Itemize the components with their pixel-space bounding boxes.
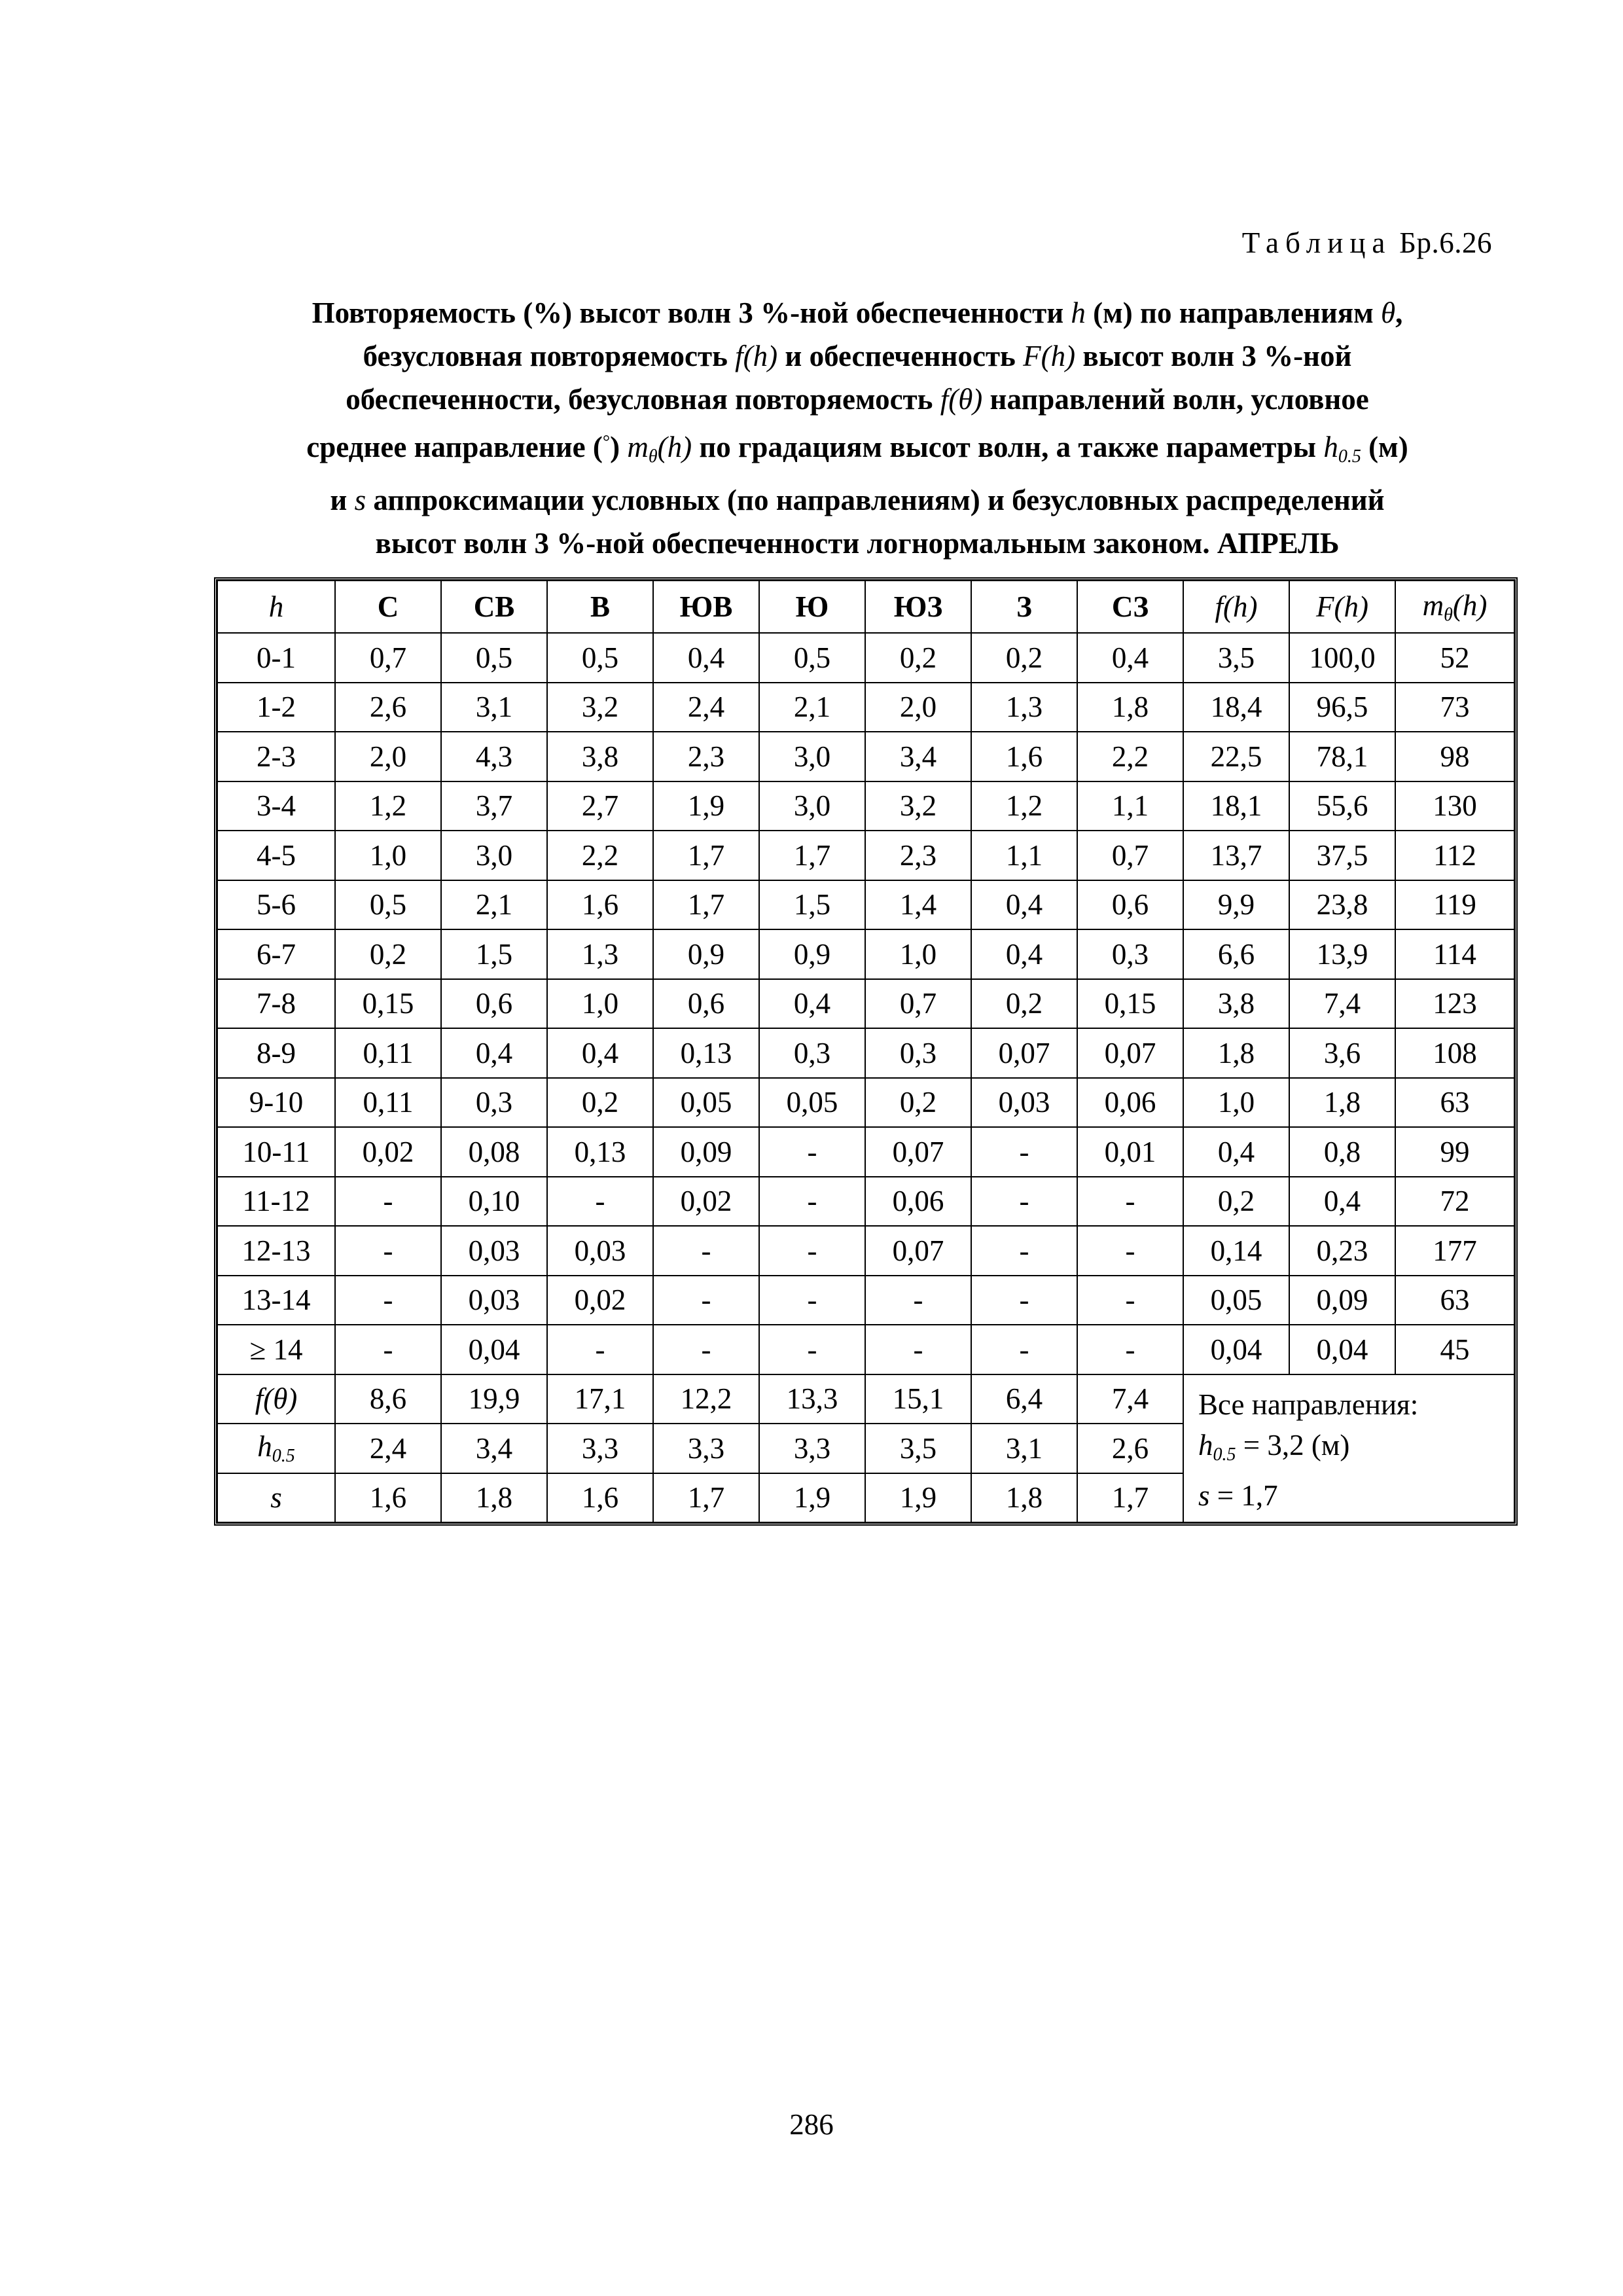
table-cell: 0,02 bbox=[653, 1177, 759, 1227]
header-direction: З bbox=[971, 581, 1077, 633]
table-cell: 63 bbox=[1395, 1078, 1514, 1128]
height-range-cell: 6-7 bbox=[217, 929, 335, 979]
table-cell: 0,6 bbox=[441, 979, 547, 1029]
header-Fh: F(h) bbox=[1289, 581, 1395, 633]
table-cell: 1,3 bbox=[547, 929, 653, 979]
height-range-cell: 8-9 bbox=[217, 1028, 335, 1078]
table-cell: 0,02 bbox=[335, 1127, 441, 1177]
table-cell: 3,0 bbox=[759, 781, 865, 831]
table-cell: 0,10 bbox=[441, 1177, 547, 1227]
table-cell: 13,7 bbox=[1183, 831, 1289, 880]
table-cell: 100,0 bbox=[1289, 633, 1395, 683]
table-cell: 0,4 bbox=[971, 929, 1077, 979]
height-range-cell: 5-6 bbox=[217, 880, 335, 930]
table-cell: 0,07 bbox=[865, 1127, 971, 1177]
height-range-cell: 9-10 bbox=[217, 1078, 335, 1128]
table-row bbox=[217, 1325, 1514, 1374]
table-cell: 0,11 bbox=[335, 1078, 441, 1128]
table-cell: 0,5 bbox=[547, 633, 653, 683]
s-cell: 1,8 bbox=[971, 1473, 1077, 1523]
table-cell: 0,4 bbox=[1289, 1177, 1395, 1227]
ftheta-label: f(θ) bbox=[217, 1374, 335, 1424]
title-line-5 bbox=[216, 478, 1499, 522]
table-cell: 1,6 bbox=[547, 880, 653, 930]
table-cell: 0,6 bbox=[1077, 880, 1183, 930]
table-cell: 119 bbox=[1395, 880, 1514, 930]
ftheta-row bbox=[217, 1374, 1514, 1424]
table-cell: 0,09 bbox=[1289, 1276, 1395, 1325]
table-cell: - bbox=[759, 1177, 865, 1227]
table-row bbox=[217, 683, 1514, 732]
s-cell: 1,8 bbox=[441, 1473, 547, 1523]
table-cell: 13,9 bbox=[1289, 929, 1395, 979]
table-cell: 0,2 bbox=[971, 633, 1077, 683]
table-cell: 0,7 bbox=[865, 979, 971, 1029]
table-cell: - bbox=[971, 1127, 1077, 1177]
ftheta-cell: 13,3 bbox=[759, 1374, 865, 1424]
table-cell: 1,8 bbox=[1289, 1078, 1395, 1128]
height-range-cell: 0-1 bbox=[217, 633, 335, 683]
title-text: обеспеченности, безусловная повторяемость bbox=[346, 383, 940, 416]
title-text: по градациям высот волн, а также параметры bbox=[692, 431, 1324, 463]
table-cell: 37,5 bbox=[1289, 831, 1395, 880]
title-text: (м) bbox=[1361, 431, 1408, 463]
table-cell: 22,5 bbox=[1183, 732, 1289, 781]
table-cell: - bbox=[1077, 1276, 1183, 1325]
table-cell: 3,7 bbox=[441, 781, 547, 831]
title-symbol-ftheta: f(θ) bbox=[940, 383, 983, 416]
table-cell: - bbox=[971, 1276, 1077, 1325]
table-cell: 9,9 bbox=[1183, 880, 1289, 930]
table-cell: 0,5 bbox=[441, 633, 547, 683]
table-row bbox=[217, 732, 1514, 781]
table-cell: 0,06 bbox=[865, 1177, 971, 1227]
summary-h05 bbox=[1198, 1425, 1514, 1475]
h05-cell: 2,6 bbox=[1077, 1424, 1183, 1473]
table-header-row bbox=[217, 581, 1514, 633]
table-cell: 1,9 bbox=[653, 781, 759, 831]
table-cell: 0,13 bbox=[547, 1127, 653, 1177]
table-cell: 0,3 bbox=[759, 1028, 865, 1078]
title-line-4 bbox=[216, 421, 1499, 478]
title-line-1 bbox=[216, 291, 1499, 334]
table-cell: 1,0 bbox=[547, 979, 653, 1029]
table-cell: - bbox=[865, 1276, 971, 1325]
header-m-theta bbox=[1395, 581, 1514, 633]
height-range-cell: ≥ 14 bbox=[217, 1325, 335, 1374]
title-symbol-m-arg: (h) bbox=[657, 431, 692, 463]
table-cell: 3,0 bbox=[759, 732, 865, 781]
height-range-cell: 13-14 bbox=[217, 1276, 335, 1325]
h05-cell: 3,5 bbox=[865, 1424, 971, 1473]
table-cell: 0,9 bbox=[653, 929, 759, 979]
table-cell: - bbox=[335, 1276, 441, 1325]
table-cell: 3,5 bbox=[1183, 633, 1289, 683]
table-cell: 3,1 bbox=[441, 683, 547, 732]
table-cell: 2,4 bbox=[653, 683, 759, 732]
table-cell: 0,2 bbox=[865, 633, 971, 683]
table-label-number: Бр.6.26 bbox=[1399, 226, 1492, 259]
table-row bbox=[217, 1226, 1514, 1276]
table-cell: 0,08 bbox=[441, 1127, 547, 1177]
title-symbol-s: s bbox=[354, 484, 366, 516]
table-row bbox=[217, 1276, 1514, 1325]
h05-cell: 3,4 bbox=[441, 1424, 547, 1473]
table-cell: 0,2 bbox=[971, 979, 1077, 1029]
table-cell: 3,4 bbox=[865, 732, 971, 781]
table-cell: 3,0 bbox=[441, 831, 547, 880]
table-cell: 0,8 bbox=[1289, 1127, 1395, 1177]
h05-label-sub: 0.5 bbox=[272, 1446, 295, 1467]
table-cell: 96,5 bbox=[1289, 683, 1395, 732]
summary-h-value: = 3,2 (м) bbox=[1236, 1428, 1350, 1462]
table-cell: - bbox=[335, 1226, 441, 1276]
table-cell: 52 bbox=[1395, 633, 1514, 683]
table-label bbox=[1242, 226, 1492, 260]
table-cell: 23,8 bbox=[1289, 880, 1395, 930]
table-cell: 2,7 bbox=[547, 781, 653, 831]
height-range-cell: 2-3 bbox=[217, 732, 335, 781]
table-cell: 45 bbox=[1395, 1325, 1514, 1374]
table-cell: 0,01 bbox=[1077, 1127, 1183, 1177]
ftheta-cell: 6,4 bbox=[971, 1374, 1077, 1424]
ftheta-cell: 8,6 bbox=[335, 1374, 441, 1424]
table-cell: - bbox=[971, 1325, 1077, 1374]
table-row bbox=[217, 929, 1514, 979]
table-cell: 0,23 bbox=[1289, 1226, 1395, 1276]
height-range-cell: 10-11 bbox=[217, 1127, 335, 1177]
header-direction: Ю bbox=[759, 581, 865, 633]
table-cell: 0,2 bbox=[547, 1078, 653, 1128]
table-cell: 2,0 bbox=[865, 683, 971, 732]
height-range-cell: 12-13 bbox=[217, 1226, 335, 1276]
table-cell: 0,13 bbox=[653, 1028, 759, 1078]
table-cell: 1,1 bbox=[1077, 781, 1183, 831]
title-text: Повторяемость (%) высот волн 3 %-ной обеспеченности bbox=[312, 296, 1071, 329]
table-cell: - bbox=[1077, 1226, 1183, 1276]
table-cell: - bbox=[1077, 1325, 1183, 1374]
table-cell: 177 bbox=[1395, 1226, 1514, 1276]
table-cell: 0,4 bbox=[547, 1028, 653, 1078]
table-cell: 1,5 bbox=[441, 929, 547, 979]
title-symbol-m: m bbox=[627, 431, 649, 463]
title-line-3 bbox=[216, 378, 1499, 421]
table-cell: 0,02 bbox=[547, 1276, 653, 1325]
table-cell: 0,4 bbox=[759, 979, 865, 1029]
table-cell: 6,6 bbox=[1183, 929, 1289, 979]
h05-cell: 3,3 bbox=[653, 1424, 759, 1473]
table-cell: 0,03 bbox=[971, 1078, 1077, 1128]
table-cell: 0,05 bbox=[653, 1078, 759, 1128]
table-cell: 0,07 bbox=[1077, 1028, 1183, 1078]
table-cell: 1,1 bbox=[971, 831, 1077, 880]
h05-cell: 3,1 bbox=[971, 1424, 1077, 1473]
title-text: , bbox=[1395, 296, 1403, 329]
table-cell: 2,2 bbox=[547, 831, 653, 880]
table-cell: 0,4 bbox=[441, 1028, 547, 1078]
title-text: безусловная повторяемость bbox=[363, 340, 736, 372]
table-cell: 2,0 bbox=[335, 732, 441, 781]
title-symbol-m-sub: θ bbox=[648, 446, 658, 467]
header-m: m bbox=[1422, 588, 1444, 622]
height-range-cell: 1-2 bbox=[217, 683, 335, 732]
title-line-2 bbox=[216, 334, 1499, 378]
table-cell: 0,03 bbox=[547, 1226, 653, 1276]
table-cell: 0,06 bbox=[1077, 1078, 1183, 1128]
table-cell: 2,2 bbox=[1077, 732, 1183, 781]
table-cell: - bbox=[653, 1276, 759, 1325]
table-cell: 2,1 bbox=[441, 880, 547, 930]
table-row bbox=[217, 1177, 1514, 1227]
s-cell: 1,6 bbox=[335, 1473, 441, 1523]
table-label-prefix: Таблица bbox=[1241, 226, 1392, 259]
table-cell: 0,04 bbox=[1289, 1325, 1395, 1374]
header-direction: ЮЗ bbox=[865, 581, 971, 633]
table-cell: - bbox=[335, 1325, 441, 1374]
table-cell: 2,1 bbox=[759, 683, 865, 732]
table-cell: 0,5 bbox=[335, 880, 441, 930]
table-cell: 0,15 bbox=[335, 979, 441, 1029]
table-cell: - bbox=[865, 1325, 971, 1374]
table-cell: - bbox=[547, 1177, 653, 1227]
table-row bbox=[217, 1028, 1514, 1078]
table-cell: 63 bbox=[1395, 1276, 1514, 1325]
table-cell: 0,11 bbox=[335, 1028, 441, 1078]
title-symbol-h: h bbox=[1071, 296, 1086, 329]
table-cell: 0,07 bbox=[865, 1226, 971, 1276]
table-cell: 1,7 bbox=[759, 831, 865, 880]
title-text: и обеспеченность bbox=[777, 340, 1024, 372]
table-cell: 2,3 bbox=[865, 831, 971, 880]
table-cell: 1,6 bbox=[971, 732, 1077, 781]
table-row bbox=[217, 831, 1514, 880]
table-cell: - bbox=[653, 1325, 759, 1374]
height-range-cell: 7-8 bbox=[217, 979, 335, 1029]
table-cell: 0,6 bbox=[653, 979, 759, 1029]
table-cell: 1,2 bbox=[971, 781, 1077, 831]
table-cell: 7,4 bbox=[1289, 979, 1395, 1029]
title-text: и bbox=[330, 484, 355, 516]
h05-cell: 3,3 bbox=[759, 1424, 865, 1473]
h05-cell: 2,4 bbox=[335, 1424, 441, 1473]
table-cell: - bbox=[971, 1226, 1077, 1276]
ftheta-cell: 19,9 bbox=[441, 1374, 547, 1424]
table-row bbox=[217, 1078, 1514, 1128]
summary-h-sub: 0.5 bbox=[1213, 1444, 1236, 1465]
table-cell: 55,6 bbox=[1289, 781, 1395, 831]
table-cell: 2,6 bbox=[335, 683, 441, 732]
table-cell: - bbox=[759, 1226, 865, 1276]
page-number: 286 bbox=[789, 2108, 834, 2141]
header-direction: СВ bbox=[441, 581, 547, 633]
table-cell: 123 bbox=[1395, 979, 1514, 1029]
summary-s bbox=[1198, 1475, 1514, 1516]
table-cell: 1,0 bbox=[335, 831, 441, 880]
table-row bbox=[217, 1127, 1514, 1177]
title-text: ) bbox=[610, 431, 628, 463]
header-direction: ЮВ bbox=[653, 581, 759, 633]
table-cell: 0,15 bbox=[1077, 979, 1183, 1029]
s-cell: 1,7 bbox=[1077, 1473, 1183, 1523]
title-symbol-theta: θ bbox=[1381, 296, 1396, 329]
table-cell: 0,2 bbox=[865, 1078, 971, 1128]
table-cell: - bbox=[335, 1177, 441, 1227]
table-cell: 0,04 bbox=[1183, 1325, 1289, 1374]
header-fh: f(h) bbox=[1183, 581, 1289, 633]
s-cell: 1,6 bbox=[547, 1473, 653, 1523]
table-cell: 0,07 bbox=[971, 1028, 1077, 1078]
title-symbol-fh: f(h) bbox=[735, 340, 778, 372]
table-cell: 0,4 bbox=[1183, 1127, 1289, 1177]
table-cell: 0,2 bbox=[335, 929, 441, 979]
table-cell: 3,8 bbox=[1183, 979, 1289, 1029]
ftheta-cell: 12,2 bbox=[653, 1374, 759, 1424]
s-cell: 1,7 bbox=[653, 1473, 759, 1523]
table-cell: - bbox=[971, 1177, 1077, 1227]
table-cell: 1,7 bbox=[653, 831, 759, 880]
table-cell: 1,5 bbox=[759, 880, 865, 930]
table-cell: 1,3 bbox=[971, 683, 1077, 732]
table-cell: 1,4 bbox=[865, 880, 971, 930]
ftheta-cell: 15,1 bbox=[865, 1374, 971, 1424]
s-cell: 1,9 bbox=[759, 1473, 865, 1523]
title-text: аппроксимации условных (по направлениям) и безусловных распределений bbox=[366, 484, 1385, 516]
table-cell: 0,4 bbox=[1077, 633, 1183, 683]
ftheta-cell: 7,4 bbox=[1077, 1374, 1183, 1424]
header-direction: С bbox=[335, 581, 441, 633]
summary-h-symbol: h bbox=[1198, 1428, 1213, 1462]
table-row bbox=[217, 880, 1514, 930]
title-symbol-degree: ° bbox=[602, 432, 611, 452]
s-cell: 1,9 bbox=[865, 1473, 971, 1523]
table-cell: 0,3 bbox=[441, 1078, 547, 1128]
table-cell: 3,8 bbox=[547, 732, 653, 781]
table-cell: 0,05 bbox=[1183, 1276, 1289, 1325]
table-cell: 130 bbox=[1395, 781, 1514, 831]
table-cell: 3,2 bbox=[547, 683, 653, 732]
summary-s-symbol: s bbox=[1198, 1479, 1210, 1512]
summary-heading: Все направления: bbox=[1198, 1388, 1419, 1421]
table-cell: 0,4 bbox=[653, 633, 759, 683]
title-symbol-h05-sub: 0.5 bbox=[1338, 446, 1361, 467]
table-cell: 18,4 bbox=[1183, 683, 1289, 732]
table-body bbox=[217, 633, 1514, 1374]
wave-height-table bbox=[214, 577, 1518, 1526]
table-cell: 112 bbox=[1395, 831, 1514, 880]
table-cell: 78,1 bbox=[1289, 732, 1395, 781]
table-row bbox=[217, 633, 1514, 683]
table-cell: 0,3 bbox=[865, 1028, 971, 1078]
table-cell: 3,2 bbox=[865, 781, 971, 831]
table-cell: - bbox=[759, 1325, 865, 1374]
h05-label bbox=[217, 1424, 335, 1473]
all-directions-summary bbox=[1183, 1374, 1514, 1523]
table-cell: 72 bbox=[1395, 1177, 1514, 1227]
title-text: высот волн 3 %-ной bbox=[1075, 340, 1352, 372]
height-range-cell: 3-4 bbox=[217, 781, 335, 831]
table-cell: 0,2 bbox=[1183, 1177, 1289, 1227]
summary-s-value: = 1,7 bbox=[1209, 1479, 1278, 1512]
header-h: h bbox=[217, 581, 335, 633]
title-line-6 bbox=[216, 522, 1499, 565]
table-row bbox=[217, 979, 1514, 1029]
table-cell: 0,05 bbox=[759, 1078, 865, 1128]
title-symbol-Fh: F(h) bbox=[1023, 340, 1076, 372]
table-cell: 4,3 bbox=[441, 732, 547, 781]
title-text: высот волн 3 %-ной обеспеченности логнормальным законом. АПРЕЛЬ bbox=[375, 527, 1340, 560]
table-cell: 1,8 bbox=[1077, 683, 1183, 732]
table-row bbox=[217, 781, 1514, 831]
table-cell: 0,7 bbox=[1077, 831, 1183, 880]
h05-label-symbol: h bbox=[257, 1430, 272, 1463]
table-cell: 99 bbox=[1395, 1127, 1514, 1177]
table-cell: 114 bbox=[1395, 929, 1514, 979]
table-cell: 1,2 bbox=[335, 781, 441, 831]
table-cell: 73 bbox=[1395, 683, 1514, 732]
table-cell: - bbox=[1077, 1177, 1183, 1227]
table-cell: 0,3 bbox=[1077, 929, 1183, 979]
height-range-cell: 4-5 bbox=[217, 831, 335, 880]
table-cell: 3,6 bbox=[1289, 1028, 1395, 1078]
header-m-sub: θ bbox=[1444, 604, 1453, 625]
table-cell: 1,7 bbox=[653, 880, 759, 930]
table-cell: 108 bbox=[1395, 1028, 1514, 1078]
table-cell: 0,14 bbox=[1183, 1226, 1289, 1276]
table-cell: 0,7 bbox=[335, 633, 441, 683]
title-symbol-h05: h bbox=[1323, 431, 1338, 463]
title-text: направлений волн, условное bbox=[982, 383, 1369, 416]
table-cell: 2,3 bbox=[653, 732, 759, 781]
height-range-cell: 11-12 bbox=[217, 1177, 335, 1227]
table-cell: 18,1 bbox=[1183, 781, 1289, 831]
s-label: s bbox=[217, 1473, 335, 1523]
table-cell: - bbox=[759, 1276, 865, 1325]
ftheta-cell: 17,1 bbox=[547, 1374, 653, 1424]
table-cell: 1,0 bbox=[865, 929, 971, 979]
table-title bbox=[216, 291, 1499, 565]
table-cell: 0,03 bbox=[441, 1226, 547, 1276]
table-cell: 98 bbox=[1395, 732, 1514, 781]
header-m-arg: (h) bbox=[1452, 588, 1488, 622]
table-cell: 0,4 bbox=[971, 880, 1077, 930]
table-cell: 0,9 bbox=[759, 929, 865, 979]
table-cell: - bbox=[547, 1325, 653, 1374]
title-text: (м) по направлениям bbox=[1085, 296, 1382, 329]
table-cell: 1,8 bbox=[1183, 1028, 1289, 1078]
table-cell: 0,04 bbox=[441, 1325, 547, 1374]
header-direction: СЗ bbox=[1077, 581, 1183, 633]
table-cell: 1,0 bbox=[1183, 1078, 1289, 1128]
table-cell: - bbox=[653, 1226, 759, 1276]
table-cell: 0,03 bbox=[441, 1276, 547, 1325]
table-cell: 0,09 bbox=[653, 1127, 759, 1177]
table-cell: 0,5 bbox=[759, 633, 865, 683]
h05-cell: 3,3 bbox=[547, 1424, 653, 1473]
table-cell: - bbox=[759, 1127, 865, 1177]
title-text: среднее направление ( bbox=[306, 431, 603, 463]
header-direction: В bbox=[547, 581, 653, 633]
